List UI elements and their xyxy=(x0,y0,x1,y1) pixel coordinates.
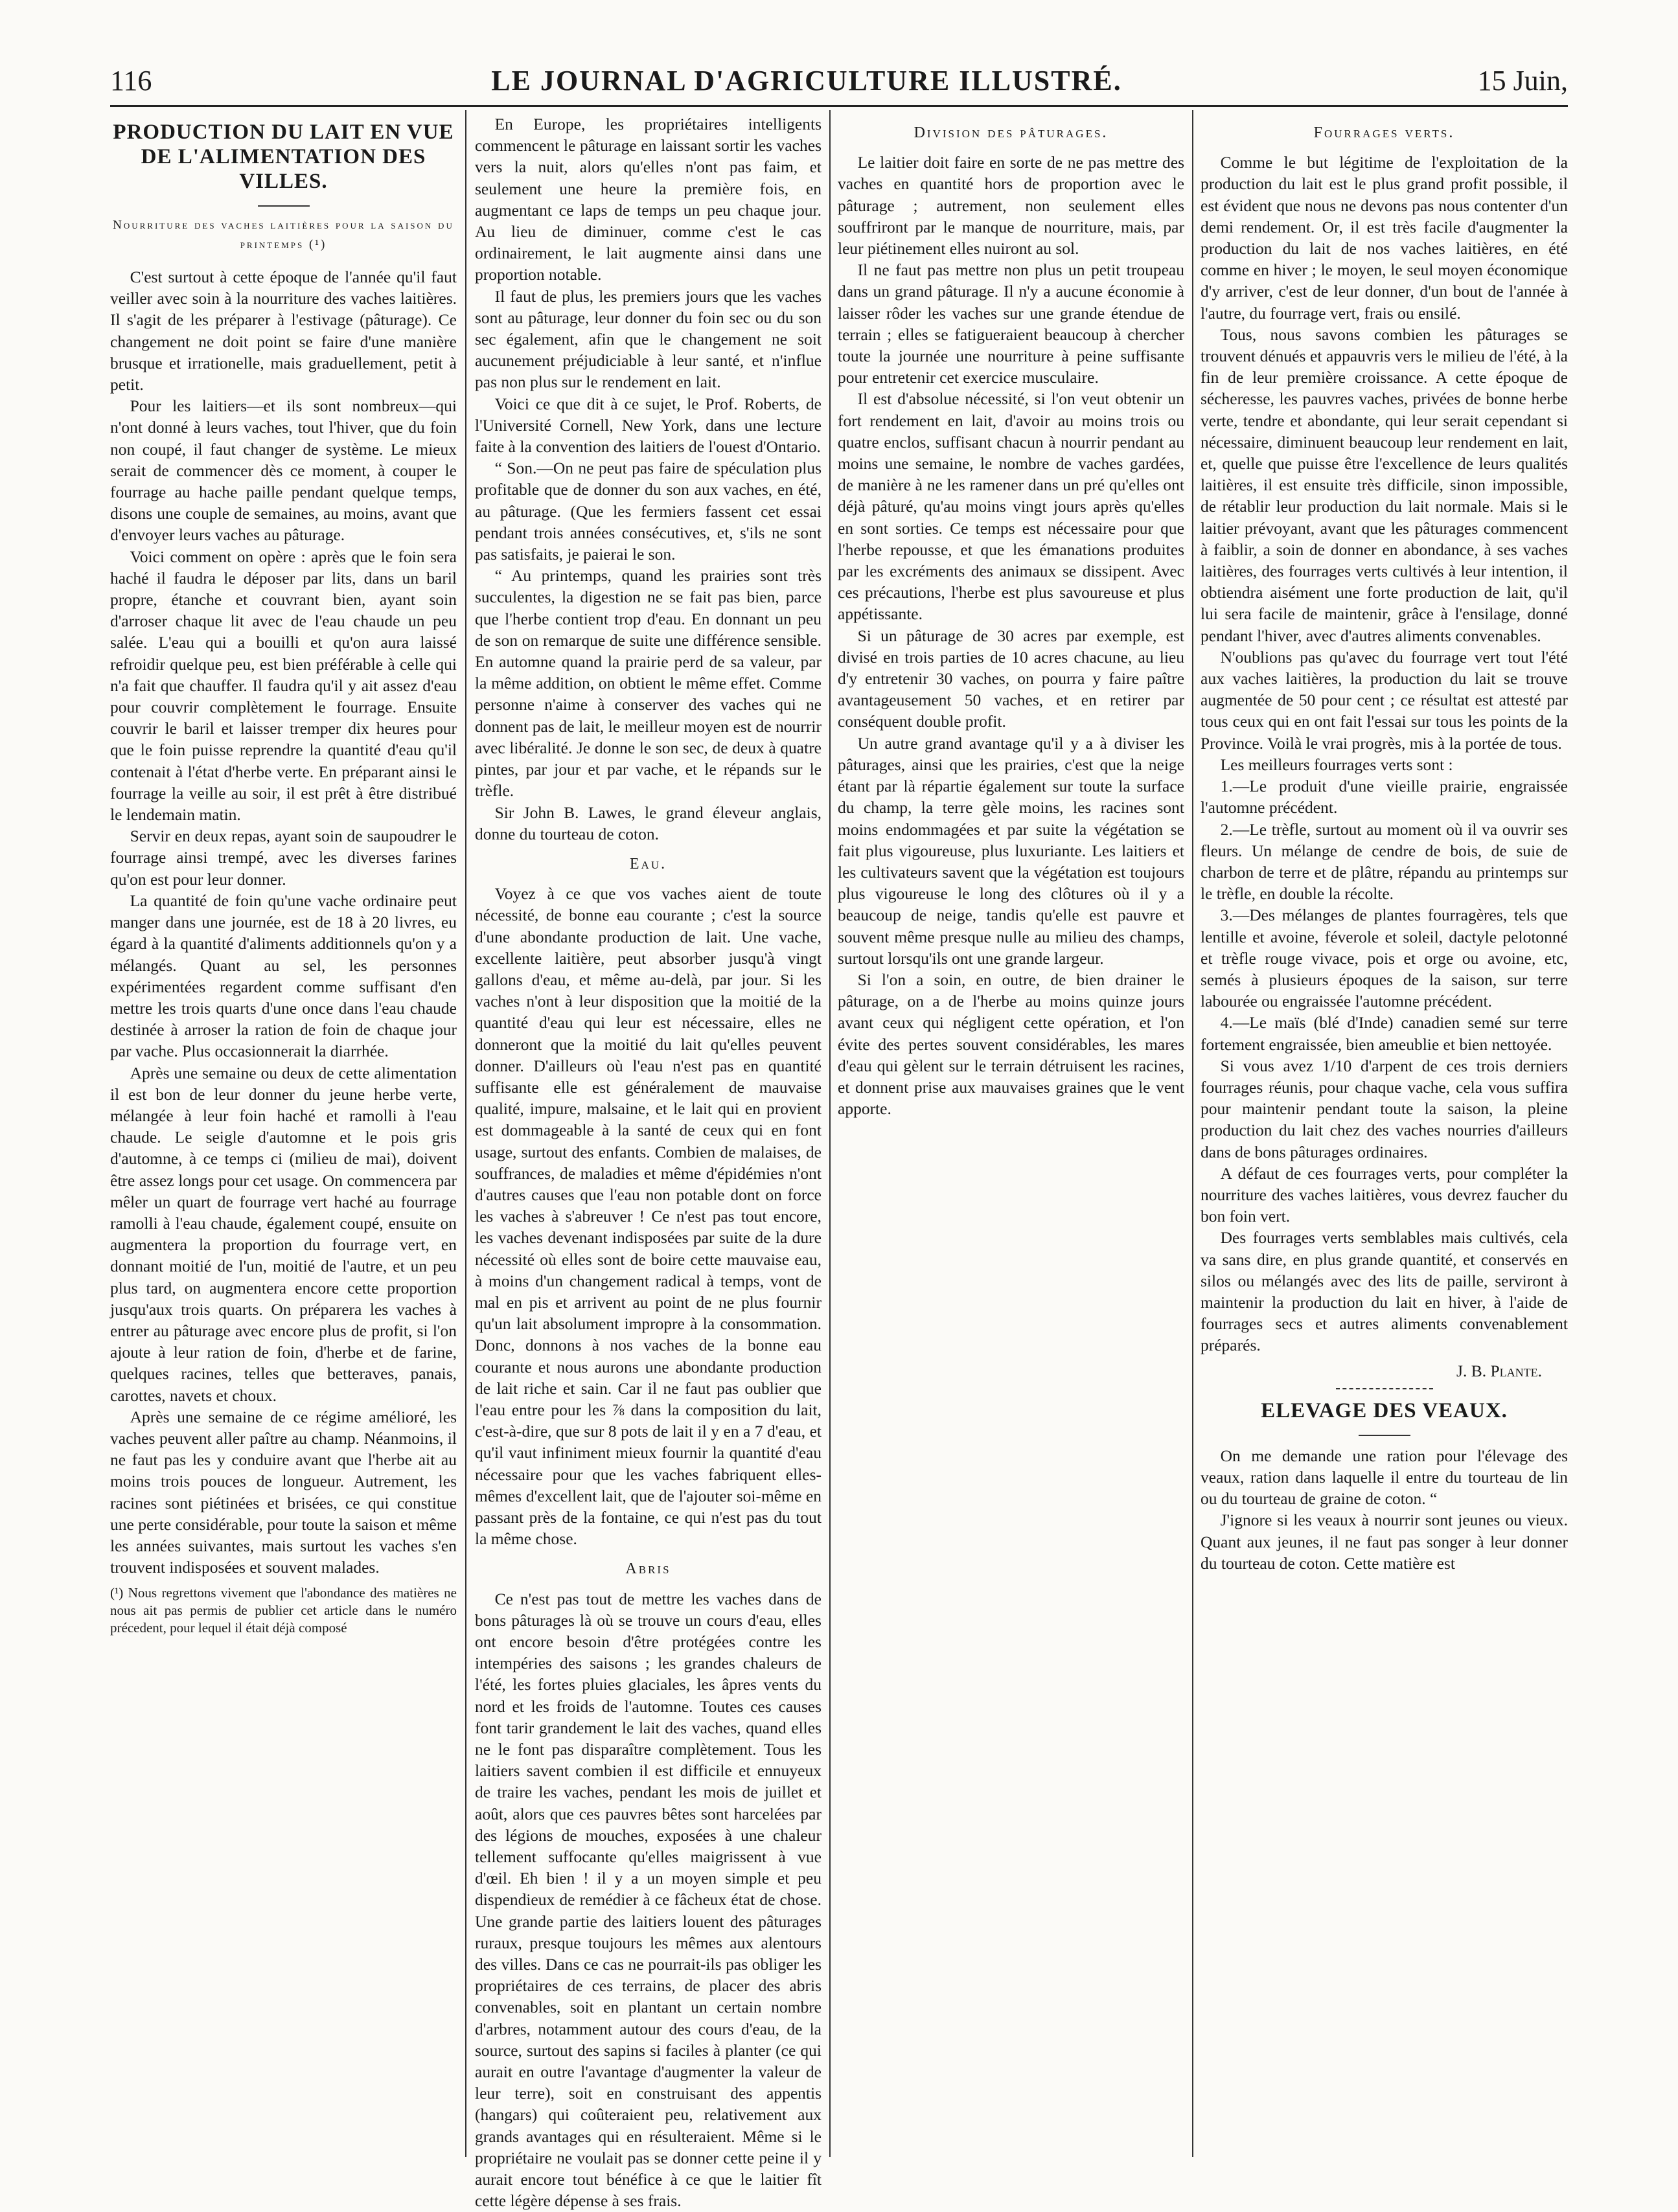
section-heading-fourrages: Fourrages verts. xyxy=(1313,124,1455,141)
paragraph: Si un pâturage de 30 acres par exemple, est divisé en trois parties de 10 acres chacune, au lieu d'y entretenir 30 vaches, on pourra y faire paître avantageusement 50 vaches, et en retirer par conséquent double profit. xyxy=(838,626,1184,731)
paragraph: Comme le but légitime de l'exploitation de la production du lait est le plus grand profit possible, il est évident que nous ne devons pas nous contenter d'un demi rendement. Or, il est très facile d'augmenter la production du lait de nos vaches laitières, en été comme en hiver ; le moyen, le seul moyen économique d'y arriver, c'est de leur donner, d'un bout de l'année à l'autre, du fourrage vert, frais ou ensilé. xyxy=(1201,153,1568,323)
header-rule xyxy=(110,105,1568,107)
paragraph: Des fourrages verts semblables mais cultivés, cela va sans dire, en plus grande quantité, et conservés en silos ou mélangés avec des lits de paille, serviront à maintenir la production du lait en hiver, à l'aide de fourrages secs et autres aliments convenablement préparés. xyxy=(1201,1228,1568,1355)
paragraph: 2.—Le trèfle, surtout au moment où il va ouvrir ses fleurs. Un mélange de cendre de bois, de suie de charbon de terre et de plâtre, répandu au printemps sur le trèfle, en double la récolte. xyxy=(1201,819,1568,904)
article-subtitle: Nourriture des vaches laitières pour la saison du printemps (¹) xyxy=(113,218,454,251)
paragraph: “ Son.—On ne peut pas faire de spéculation plus profitable que de donner du son aux vaches, en été, au pâturage. (Que les fermiers fassent cet essai pendant trois années consécutives, et, s'ils ne sont pas satisfaits, je paierai le son. xyxy=(475,459,822,564)
divider xyxy=(1336,1388,1433,1389)
paragraph: Voici ce que dit à ce sujet, le Prof. Roberts, de l'Université Cornell, New York, dans une lecture faite à la convention des laitiers de l'ouest d'Ontario. xyxy=(475,394,822,457)
paragraph: Sir John B. Lawes, le grand éleveur anglais, donne du tourteau de coton. xyxy=(475,803,822,843)
paragraph: C'est surtout à cette époque de l'année qu'il faut veiller avec soin à la nourriture des vaches laitières. Il s'agit de les préparer à l'estivage (pâturage). Ce changement ne doit point se faire d'une manière brusque et irrationelle, mais graduellement, petit à petit. xyxy=(110,268,457,394)
column-2 xyxy=(475,113,822,2211)
paragraph: 3.—Des mélanges de plantes fourragères, tels que lentille et avoine, féverole et soleil, dactyle pelotonné et trèfle rouge vivace, pois et orge ou avoine, etc, semés à plusieurs époques de la saison, sur terre labourée ou engraissée l'automne précédent. xyxy=(1201,906,1568,1011)
page-number: 116 xyxy=(110,65,152,97)
paragraph: Après une semaine ou deux de cette alimentation il est bon de leur donner du jeune herbe verte, mélangée à leur foin haché et ramolli à l'eau chaude. Le seigle d'automne et le pois gris d'automne, à ce temps ci (milieu de mai), doivent être assez longs pour cet usage. On commencera par mêler un quart de fourrage vert haché au fourrage ramolli à l'eau chaude, également coupé, ensuite on augmentera la proportion du fourrage vert, en donnant moitié de l'un, moitié de l'autre, et un peu plus tard, on augmentera encore cette proportion jusqu'aux trois quarts. On préparera les vaches à entrer au pâturage avec encore plus de profit, si l'on ajoute à leur ration de foin, d'herbe et de farine, quelques racines, telles que betteraves, panais, carottes, navets et choux. xyxy=(110,1063,457,1405)
paragraph: Le laitier doit faire en sorte de ne pas mettre des vaches en quantité hors de proportion avec le pâturage ; autrement, non seulement elles souffriront par le manque de nourriture, mais, par leur piétinement elles nuiront au sol. xyxy=(838,153,1184,258)
paragraph: Si l'on a soin, en outre, de bien drainer le pâturage, on a de l'herbe au moins quinze jours avant ceux qui négligent cette opération, et l'on évite des pertes souvent considérables, les mares d'eau qui gèlent sur le terrain détruisent les racines, et donnent prise aux mauvaises graines que le vent apporte. xyxy=(838,970,1184,1119)
column-rule xyxy=(829,110,831,2157)
section-heading-division: Division des pâturages. xyxy=(914,124,1109,141)
paragraph: La quantité de foin qu'une vache ordinaire peut manger dans une journée, est de 18 à 20 livres, eu égard à la quantité d'aliments additionnels qu'on y a mélangés. Quant au sel, les personnes expérimentées regardent comme suffisant d'en mettre les trois quarts d'une once dans l'eau chaude destinée à arroser la ration de foin de chaque jour par vache. Plus occasionnerait la diarrhée. xyxy=(110,891,457,1061)
section-heading-abris: Abris xyxy=(625,1560,671,1578)
paragraph: En Europe, les propriétaires intelligents commencent le pâturage en laissant sortir les vaches vers la nuit, alors qu'elles n'ont pas faim, et seulement une heure la première fois, en augmentant ce laps de temps un peu chaque jour. Au lieu de diminuer, comme c'est le cas ordinairement, le lait augmente ainsi dans une proportion notable. xyxy=(475,115,822,284)
divider xyxy=(1359,1435,1410,1436)
section-heading-eau: Eau. xyxy=(629,855,667,872)
masthead xyxy=(110,52,1568,97)
paragraph: Il est d'absolue nécessité, si l'on veut obtenir un fort rendement en lait, d'avoir au moins trois ou quatre enclos, suffisant chacun à nourrir pendant au moins une semaine, le nombre de vaches gardées, de manière à ne les ramener dans un pré qu'elles ont déjà pâturé, qu'au moins vingt jours après qu'elles en sont sorties. Ce temps est nécessaire pour que l'herbe repousse, et que les émanations produites par les excréments des animaux se dissipent. Avec ces précautions, l'herbe est plus savoureuse et plus appétissante. xyxy=(838,389,1184,624)
paragraph: Pour les laitiers—et ils sont nombreux—qui n'ont donné à leurs vaches, tout l'hiver, que du foin non coupé, il faut changer de système. Le mieux serait de commencer dès ce moment, à couper le fourrage au hache paille pendant quelque temps, disons une couple de semaines, au moins, avant que d'envoyer leurs vaches au pâturage. xyxy=(110,396,457,545)
paragraph: Les meilleurs fourrages verts sont : xyxy=(1220,755,1453,774)
paragraph: Il faut de plus, les premiers jours que les vaches sont au pâturage, leur donner du foin sec ou du son sec également, afin que le changement ne soit aucunement préjudiciable à leur santé, et n'influe pas non plus sur le rendement en lait. xyxy=(475,286,822,392)
column-4 xyxy=(1201,113,1568,2147)
article-title: ELEVAGE DES VEAUX. xyxy=(1261,1398,1508,1422)
paragraph: Si vous avez 1/10 d'arpent de ces trois derniers fourrages réunis, pour chaque vache, cela vous suffira pour maintenir pendant toute la saison, la pleine production du lait chez des vaches nourries d'ailleurs dans de bons pâturages ordinaires. xyxy=(1201,1056,1568,1161)
article-title: PRODUCTION DU LAIT EN VUE DE L'ALIMENTATION DES VILLES. xyxy=(113,120,454,193)
paragraph: Ce n'est pas tout de mettre les vaches dans de bons pâturages là où se trouve un cours d'eau, elles ont encore besoin d'être protégées contre les intempéries des saisons ; les grandes chaleurs de l'été, les fortes pluies glaciales, les âpres vents du nord et les froids de l'automne. Toutes ces causes font tarir grandement le lait des vaches, quand elles ne le font pas disparaître complètement. Tous les laitiers savent combien il est difficile et ennuyeux de traire les vaches, pendant les mois de juillet et août, alors que ces pauvres bêtes sont harcelées par des légions de mouches, exposées à une chaleur tellement suffocante qu'elles maigrissent à vue d'œil. Eh bien ! il y a un moyen simple et peu dispendieux de remédier à ce fâcheux état de chose. Une grande partie des laitiers louent des pâturages ruraux, presque toujours les mêmes aux alentours des villes. Dans ce cas ne pourrait-ils pas obliger les propriétaires de ces terrains, de placer des abris convenables, soit en plantant un certain nombre d'arbres, notamment autour des cours d'eau, de la source, surtout des sapins si faciles à planter (ce qui aurait en outre l'avantage d'augmenter la valeur de leur terre), soit en construisant des appentis (hangars) qui coûteraient peu, relativement aux grands avantages qui en résulteraient. Même si le propriétaire ne voulait pas se donner cette peine il y aurait encore tout bénéfice à ce que le laitier fît cette légère dépense à ses frais. xyxy=(475,1589,822,2211)
paragraph: 1.—Le produit d'une vieille prairie, engraissée l'automne précédent. xyxy=(1201,777,1568,817)
divider xyxy=(258,205,310,207)
paragraph: On me demande une ration pour l'élevage des veaux, ration dans laquelle il entre du tourteau de lin ou du tourteau de graine de coton. “ xyxy=(1201,1446,1568,1509)
issue-date: 15 Juin, xyxy=(1477,65,1568,97)
journal-title: LE JOURNAL D'AGRICULTURE ILLUSTRÉ. xyxy=(491,65,1122,97)
paragraph: N'oublions pas qu'avec du fourrage vert tout l'été aux vaches laitières, la production du lait se trouve augmentée de 50 pour cent ; ce résultat est attesté par tous ceux qui en ont fait l'essai sur tous les points de la Province. Voilà le vrai progrès, mis à la portée de tous. xyxy=(1201,647,1568,753)
paragraph: Voici comment on opère : après que le foin sera haché il faudra le déposer par lits, dans un baril propre, étanche et couvrant bien, ayant soin d'arroser chaque lit avec de l'eau chaude un peu salée. L'eau qui a bouilli et qu'on aura laissé refroidir quelque peu, est bien préférable à celle qui n'a fait que chauffer. Il faudra qu'il y ait assez d'eau pour couvrir complètement le fourrage. Ensuite couvrir le baril et laisser tremper dix heures pour que le foin puisse reprendre la quantité d'eau qu'il contenait à l'état d'herbe verte. En préparant ainsi le fourrage la veille au soir, il est prêt à être distribué le lendemain matin. xyxy=(110,547,457,825)
footnote: (¹) Nous regrettons vivement que l'abondance des matières ne nous ait pas permis de publier cet article dans le numéro précedent, pour lequel il était déjà composé xyxy=(110,1585,457,1636)
column-rule xyxy=(1192,110,1193,2157)
paragraph: Voyez à ce que vos vaches aient de toute nécessité, de bonne eau courante ; c'est la source d'une abondante production de lait. Une vache, excellente laitière, peut absorber jusqu'à vingt gallons d'eau, et même au-delà, par jour. Si les vaches n'ont à leur disposition que la moitié de la quantité d'eau qui leur est nécessaire, elles ne donneront que la moitié du lait qu'elles peuvent donner. D'ailleurs où l'eau n'est pas en quantité suffisante elle est généralement de mauvaise qualité, impure, malsaine, et le lait qui en provient est dommageable à la santé de ceux qui en font usage, surtout des enfants. Combien de malaises, de souffrances, de maladies et même d'épidémies n'ont d'autres causes que l'eau non potable dont on force les vaches à s'abreuver ! Ce n'est pas tout encore, les vaches devenant indisposées par suite de la dure nécessité où elles sont de boire cette mauvaise eau, à moins d'un changement radical à temps, vont de mal en pis et arrivent au point de ne plus fournir qu'un lait absolument impropre à la consommation. Donc, donnons à nos vaches de la bonne eau courante et nous aurons une abondante production de lait riche et sain. Car il ne faut pas oublier que l'eau entre pour les ⅞ dans la composition du lait, c'est-à-dire, que sur 8 pots de lait il y en a 7 d'eau, et qu'il vaut infiniment mieux fournir la quantité d'eau nécessaire pour que les vaches fabriquent elles-mêmes d'excellent lait, que de l'ajouter soi-même en passant près de la fontaine, ce qui n'est pas du tout la même chose. xyxy=(475,884,822,1549)
paragraph: Tous, nous savons combien les pâturages se trouvent dénués et appauvris vers le milieu de l'été, à la fin de leur première croissance. A cette époque de sécheresse, les pauvres vaches, privées de bonne herbe verte, tendre et abondante, qui leur serait cependant si nécessaire, diminuent beaucoup leur rendement en lait, et, quelle que puisse être l'excellence de leurs qualités laitières, il est ensuite très difficile, sinon impossible, de rétablir leur production du lait normale. Mais si le laitier prévoyant, avant que les pâturages commencent à faiblir, a soin de donner en abondance, à ses vaches laitières, des fourrages verts cultivés à leur intention, il obtiendra aisément une forte production de lait, qu'il lui sera facile de maintenir, grâce à l'ensilage, donné pendant l'hiver, avec d'autres aliments convenables. xyxy=(1201,325,1568,645)
column-rule xyxy=(465,110,466,2157)
paragraph: J'ignore si les veaux à nourrir sont jeunes ou vieux. Quant aux jeunes, il ne faut pas songer à leur donner du tourteau de coton. Cette matière est xyxy=(1201,1511,1568,1573)
paragraph: Servir en deux repas, ayant soin de saupoudrer le fourrage ainsi trempé, avec les diverses farines qu'on est pour leur donner. xyxy=(110,827,457,889)
paragraph: Il ne faut pas mettre non plus un petit troupeau dans un grand pâturage. Il n'y a aucune économie à laisser rôder les vaches sur une grande étendue de terrain ; elles se fatigueraient beaucoup à chercher toute la journée une nourriture à peine suffisante pour entretenir cet exercice musculaire. xyxy=(838,260,1184,387)
signature: J. B. Plante. xyxy=(1456,1361,1542,1380)
column-3 xyxy=(838,113,1184,2147)
paragraph: A défaut de ces fourrages verts, pour compléter la nourriture des vaches laitières, vous devrez faucher du bon foin vert. xyxy=(1201,1163,1568,1226)
paragraph: “ Au printemps, quand les prairies sont très succulentes, la digestion ne se fait pas bien, parce que l'herbe contient trop d'eau. En donnant un peu de son on remarque de suite une différence sensible. En automne quand la prairie perd de sa valeur, par la même addition, on obtient le même effet. Comme personne n'aime à conserver des vaches qui ne donnent pas de lait, le meilleur moyen est de nourrir avec libéralité. Je donne le son sec, de deux à quatre pintes, par jour et par vache, et le répands sur le trèfle. xyxy=(475,566,822,801)
paragraph: Après une semaine de ce régime amélioré, les vaches peuvent aller paître au champ. Néanmoins, il ne faut pas les y conduire avant que l'herbe ait au moins trois pouces de longueur. Autrement, les racines sont piétinées et brisées, ce qui constitue une perte considérable, pour toute la saison et même les années suivantes, mais surtout les vaches s'en trouvent indisposées et souvent malades. xyxy=(110,1407,457,1577)
column-1 xyxy=(110,113,457,2147)
paragraph: Un autre grand avantage qu'il y a à diviser les pâturages, ainsi que les prairies, c'est que la neige étant par là répartie également sur toute la surface du champ, la terre gèle moins, les racines sont moins endommagées et par suite la végétation se fait plus vigoureuse, plus luxuriante. Les laitiers et les cultivateurs savent que la végétation est toujours plus vigoureuse le long des clôtures où il y a beaucoup de neige, tandis qu'elle est pauvre et souvent même presque nulle au milieu des champs, surtout lorsqu'ils ont une grande largeur. xyxy=(838,733,1184,968)
paragraph: 4.—Le maïs (blé d'Inde) canadien semé sur terre fortement engraissée, bien ameublie et bien nettoyée. xyxy=(1201,1013,1568,1054)
